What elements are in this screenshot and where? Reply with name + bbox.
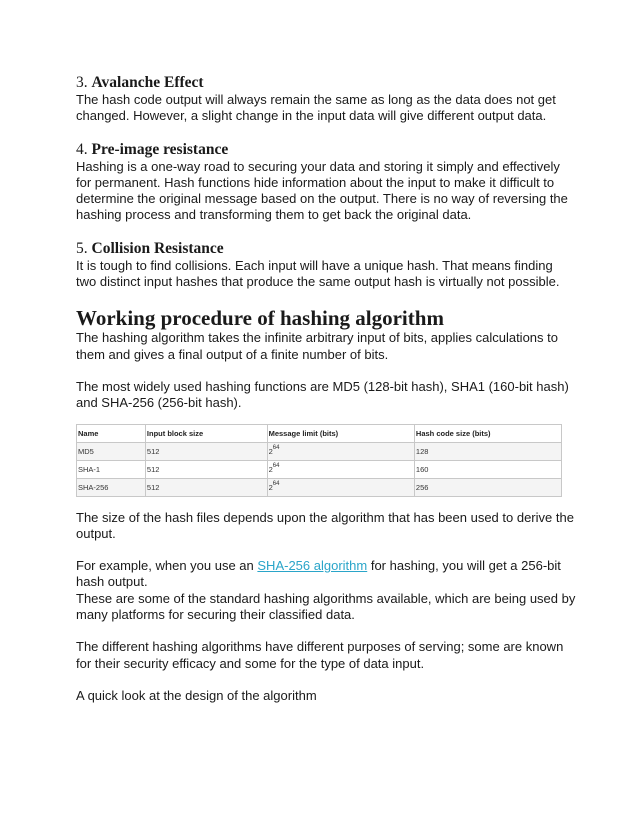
table-header-cell: Hash code size (bits): [414, 424, 561, 442]
table-cell: [267, 478, 414, 496]
section-text: The hash code output will always remain the same as long as the data does not get changed. However, a slight change in the input data will give different output data.: [76, 92, 556, 124]
section-title: Pre-image resistance: [91, 140, 229, 158]
table-cell: [267, 442, 414, 460]
section-number: 5.: [76, 239, 88, 257]
table-cell: 128: [414, 442, 561, 460]
table-row: [77, 442, 562, 460]
table-header-cell: Input block size: [145, 424, 267, 442]
table-row: [77, 478, 562, 496]
section-heading: [76, 240, 576, 258]
table-cell: MD5: [77, 442, 146, 460]
working-paragraph-2: The most widely used hashing functions are MD5 (128-bit hash), SHA1 (160-bit hash) and SHA-256 (256-bit hash).: [76, 378, 569, 411]
limit-base: 2: [268, 446, 273, 456]
table-cell: 512: [145, 460, 267, 478]
spacer: [76, 363, 576, 379]
section-pre-image-resistance: [76, 141, 576, 224]
spacer: [76, 623, 576, 639]
purposes-paragraph: The different hashing algorithms have different purposes of serving; some are known for their security efficacy and some for the type of data input.: [76, 639, 564, 671]
example-text-post: for hashing, you will get a 256-bit hash output.: [76, 558, 561, 590]
working-paragraph-1: The hashing algorithm takes the infinite arbitrary input of bits, applies calculations to them and gives a final output of a finite number of bits.: [76, 330, 558, 362]
limit-base: 2: [268, 464, 273, 474]
sha-256-algorithm-link[interactable]: SHA-256 algorithm: [257, 558, 368, 574]
spacer: [76, 542, 576, 558]
section-text: It is tough to find collisions. Each input will have a unique hash. That means finding two distinct input hashes that produce the same output hash is virtually not possible.: [76, 257, 560, 290]
section-number: 3.: [76, 74, 88, 91]
table-cell: [267, 460, 414, 478]
section-title: Collision Resistance: [91, 239, 224, 257]
section-collision-resistance: [76, 240, 576, 291]
table-cell: 512: [145, 442, 267, 460]
table-cell: SHA-256: [77, 478, 146, 496]
section-number: 4.: [76, 140, 88, 158]
example-paragraph: [76, 558, 576, 591]
limit-exponent: 64: [272, 480, 280, 487]
section-text: Hashing is a one-way road to securing your data and storing it simply and effectively for permanent. Hash functions hide information about the input to make it difficult to determine the original message based on the output. There is no way of reversing the hashing process and transforming them to get back the original data.: [76, 158, 568, 223]
section-title: Avalanche Effect: [91, 74, 204, 91]
table-row: [77, 460, 562, 478]
table-header-cell: Message limit (bits): [267, 424, 414, 442]
spacer: [76, 672, 576, 688]
limit-exponent: 64: [272, 444, 280, 451]
hash-size-paragraph: The size of the hash files depends upon the algorithm that has been used to derive the output.: [76, 509, 574, 541]
table-header-row: [77, 424, 562, 442]
section-heading: [76, 141, 576, 159]
section-heading: [76, 74, 576, 92]
table-cell: 160: [414, 460, 561, 478]
table-header-cell: Name: [77, 424, 146, 442]
section-avalanche-effect: [76, 74, 576, 125]
working-procedure-heading: Working procedure of hashing algorithm: [76, 306, 444, 331]
limit-exponent: 64: [272, 462, 280, 469]
table-cell: 256: [414, 478, 561, 496]
limit-base: 2: [268, 482, 273, 492]
document-page: [76, 74, 576, 704]
design-intro-paragraph: A quick look at the design of the algorithm: [76, 687, 317, 703]
table-cell: SHA-1: [77, 460, 146, 478]
example-text-pre: For example, when you use an: [76, 558, 258, 574]
standard-algorithms-paragraph: These are some of the standard hashing algorithms available, which are being used by many platforms for securing their classified data.: [76, 590, 576, 623]
table-cell: 512: [145, 478, 267, 496]
hash-algorithms-table: [76, 424, 562, 497]
